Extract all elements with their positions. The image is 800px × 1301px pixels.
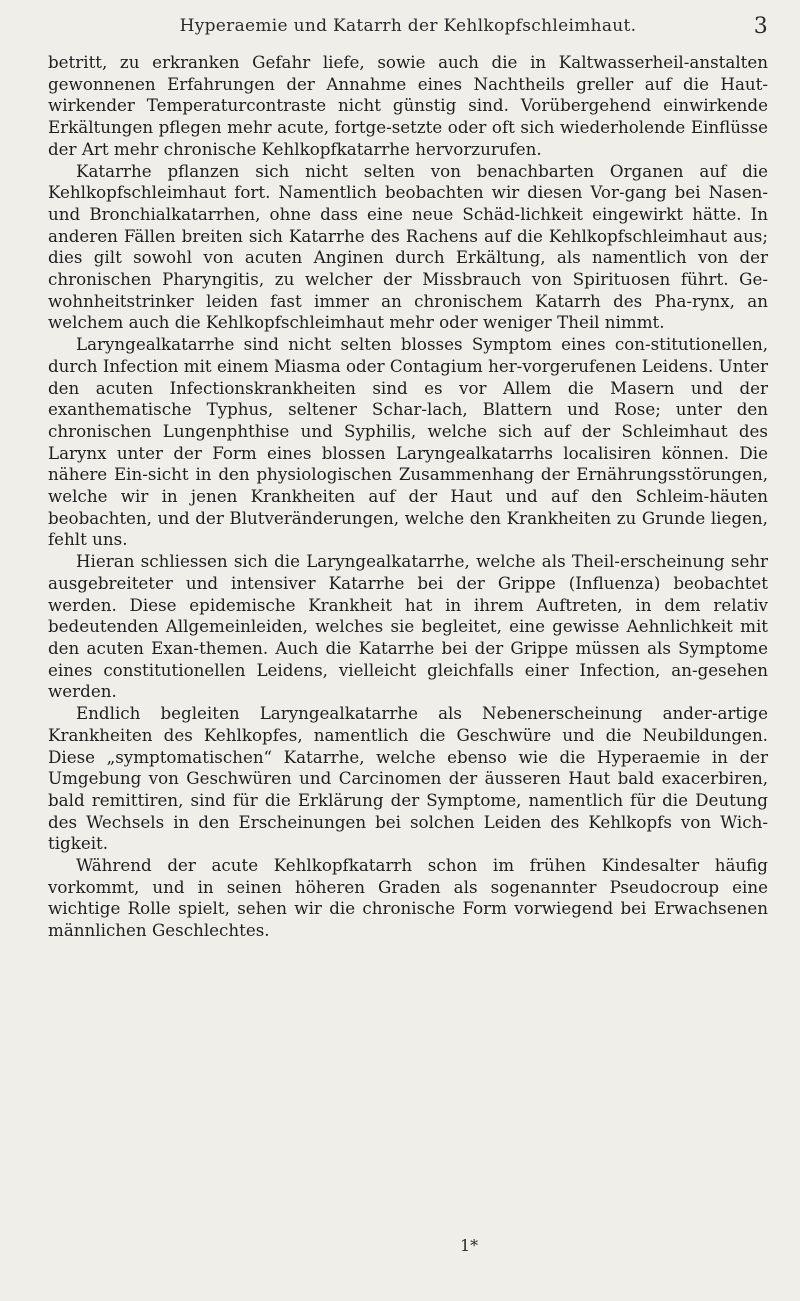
page-number: 3 <box>753 14 768 39</box>
paragraph: Laryngealkatarrhe sind nicht selten blosses Symptom eines con-stitutionellen, durch Infection mit einem Miasma oder Contagium her-vorgerufenen Leidens. Unter den acuten Infectionskrankheiten sind es vor Allem die Masern und der exanthematische Typhus, seltener Schar-lach, Blattern und Rose; unter den chronischen Lungenphthise und Syphilis, welche sich auf der Schleimhaut des Larynx unter der Form eines blossen Laryngealkatarrhs localisiren können. Die nähere Ein-sicht in den physiologischen Zusammenhang der Ernährungsstörungen, welche wir in jenen Krankheiten auf der Haut und auf den Schleim-häuten beobachten, und der Blutveränderungen, welche den Krankheiten zu Grunde liegen, fehlt uns. <box>48 334 768 550</box>
signature-mark: 1* <box>460 1236 479 1255</box>
paragraph: Katarrhe pflanzen sich nicht selten von benachbarten Organen auf die Kehlkopfschleimhaut fort. Namentlich beobachten wir diesen Vor-gang bei Nasen- und Bronchialkatarrhen, ohne dass eine neue Schäd-lichkeit eingewirkt hätte. In anderen Fällen breiten sich Katarrhe des Rachens auf die Kehlkopfschleimhaut aus; dies gilt sowohl von acuten Anginen durch Erkältung, als namentlich von der chronischen Pharyngitis, zu welcher der Missbrauch von Spirituosen führt. Ge-wohnheitstrinker leiden fast immer an chronischem Katarrh des Pha-rynx, an welchem auch die Kehlkopfschleimhaut mehr oder weniger Theil nimmt. <box>48 160 768 333</box>
paragraph: Endlich begleiten Laryngealkatarrhe als Nebenerscheinung ander-artige Krankheiten des Kehlkopfes, namentlich die Geschwüre und die Neubildungen. Diese „symptomatischen“ Katarrhe, welche ebenso wie die Hyperaemie in der Umgebung von Geschwüren und Carcinomen der äusseren Haut bald exacerbiren, bald remittiren, sind für die Erklärung der Symptome, namentlich für die Deutung des Wechsels in den Erscheinungen bei solchen Leiden des Kehlkopfs von Wich-tigkeit. <box>48 703 768 854</box>
paragraph: Hieran schliessen sich die Laryngealkatarrhe, welche als Theil-erscheinung sehr ausgebreiteter und intensiver Katarrhe bei der Grippe (Influenza) beobachtet werden. Diese epidemische Krankheit hat in ihrem Auftreten, in dem relativ bedeutenden Allgemeinleiden, welches sie begleitet, eine gewisse Aehnlichkeit mit den acuten Exan-themen. Auch die Katarrhe bei der Grippe müssen als Symptome eines constitutionellen Leidens, vielleicht gleichfalls einer Infection, an-gesehen werden. <box>48 551 768 702</box>
page-header <box>48 14 768 44</box>
paragraph: Während der acute Kehlkopfkatarrh schon im frühen Kindesalter häufig vorkommt, und in seinen höheren Graden als sogenannter Pseudocroup eine wichtige Rolle spielt, sehen wir die chronische Form vorwiegend bei Erwachsenen männlichen Geschlechtes. <box>48 855 768 941</box>
running-title: Hyperaemie und Katarrh der Kehlkopfschleimhaut. <box>179 16 637 36</box>
book-page <box>48 14 768 942</box>
paragraph: betritt, zu erkranken Gefahr liefe, sowie auch die in Kaltwasserheil-anstalten gewonnenen Erfahrungen der Annahme eines Nachtheils greller auf die Haut-wirkender Temperaturcontraste nicht günstig sind. Vorübergehend einwirkende Erkältungen pflegen mehr acute, fortge-setzte oder oft sich wiederholende Einflüsse der Art mehr chronische Kehlkopfkatarrhe hervorzurufen. <box>48 52 768 159</box>
page-body <box>48 52 768 942</box>
